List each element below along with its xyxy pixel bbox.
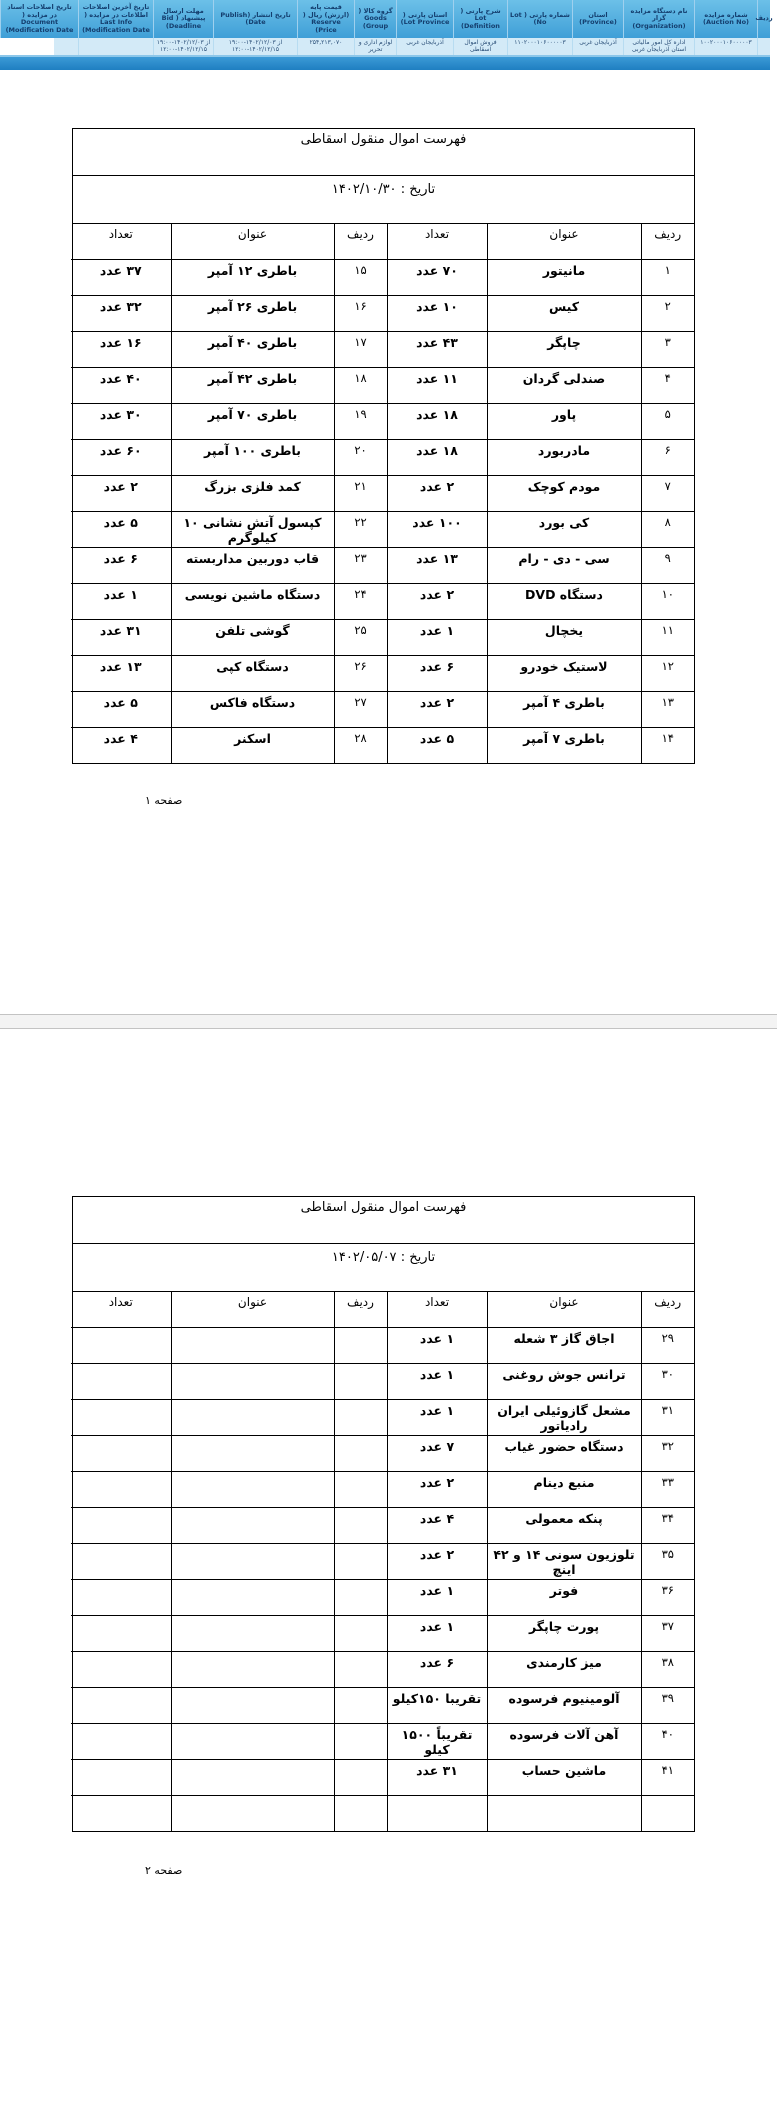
row-number	[334, 1436, 387, 1472]
banner-header-publish-date: تاریخ انتشار (Publish Date)	[213, 0, 297, 38]
item-quantity: ۱ عدد	[71, 584, 171, 620]
item-quantity	[71, 1724, 171, 1760]
item-title: فوتر	[487, 1580, 641, 1616]
item-quantity: ۶ عدد	[387, 1652, 487, 1688]
row-number	[334, 1400, 387, 1436]
item-title: اجاق گاز ۳ شعله	[487, 1328, 641, 1364]
item-title: باطری ۴۲ آمپر	[171, 368, 334, 404]
row-number: ۳	[641, 332, 694, 368]
header-title: عنوان	[487, 224, 641, 260]
item-quantity: ۲ عدد	[387, 584, 487, 620]
item-quantity: تقریباً ۱۵۰۰ کیلو	[387, 1724, 487, 1760]
table-row	[71, 512, 694, 548]
item-title: دستگاه فاکس	[171, 692, 334, 728]
document-page-2	[72, 1196, 695, 1832]
row-number	[334, 1580, 387, 1616]
item-title	[171, 1472, 334, 1508]
row-number	[334, 1364, 387, 1400]
item-quantity: ۴۰ عدد	[71, 368, 171, 404]
item-title: صندلی گردان	[487, 368, 641, 404]
banner-header-organization: نام دستگاه مزایده گزار (Organization)	[623, 0, 694, 38]
item-quantity: ۳۱ عدد	[71, 620, 171, 656]
row-number: ۱۳	[641, 692, 694, 728]
row-number: ۳۹	[641, 1688, 694, 1724]
item-title: اسکنر	[171, 728, 334, 764]
row-number: ۲۴	[334, 584, 387, 620]
row-number: ۱۷	[334, 332, 387, 368]
item-quantity: ۳۱ عدد	[387, 1760, 487, 1796]
item-title: مانیتور	[487, 260, 641, 296]
item-quantity: ۷۰ عدد	[387, 260, 487, 296]
item-quantity: ۵ عدد	[71, 512, 171, 548]
row-number: ۳۵	[641, 1544, 694, 1580]
table-row	[71, 1580, 694, 1616]
date-value: ۱۴۰۲/۱۰/۳۰	[331, 182, 397, 197]
date-label: تاریخ :	[400, 1250, 436, 1265]
table-row	[71, 656, 694, 692]
table-row	[71, 368, 694, 404]
row-number	[334, 1508, 387, 1544]
item-quantity: ۴۳ عدد	[387, 332, 487, 368]
document-page-1	[72, 128, 695, 764]
table-row	[71, 440, 694, 476]
item-quantity	[71, 1652, 171, 1688]
item-quantity: ۶ عدد	[387, 656, 487, 692]
item-quantity: ۳۷ عدد	[71, 260, 171, 296]
banner-header-lot-definition: شرح پارتی ( Lot Definition)	[453, 0, 507, 38]
table-row	[71, 1652, 694, 1688]
row-number: ۳۸	[641, 1652, 694, 1688]
page-number-label: صفحه ۲	[145, 1864, 183, 1877]
banner-blank-cell	[0, 38, 54, 55]
item-quantity: تقریبا ۱۵۰کیلو	[387, 1688, 487, 1724]
auction-info-banner	[0, 0, 773, 70]
banner-data-row[interactable]	[0, 38, 770, 55]
banner-footer-band	[0, 55, 770, 70]
row-number: ۱۲	[641, 656, 694, 692]
banner-cell-publish-date: از ۱۴۰۲/۱۲/۰۳-۱۹:۰۰ ۱۴۰۲/۱۲/۱۵-۱۲:۰۰	[213, 38, 297, 55]
item-title: لاستیک خودرو	[487, 656, 641, 692]
item-title: باطری ۷۰ آمپر	[171, 404, 334, 440]
row-number: ۵	[641, 404, 694, 440]
item-title: چاپگر	[487, 332, 641, 368]
row-number: ۲۲	[334, 512, 387, 548]
item-quantity: ۶ عدد	[71, 548, 171, 584]
document-title: فهرست اموال منقول اسقاطی	[73, 129, 694, 176]
row-number: ۲۶	[334, 656, 387, 692]
item-quantity	[71, 1508, 171, 1544]
item-quantity: ۱۱ عدد	[387, 368, 487, 404]
item-title: باطری ۲۶ آمپر	[171, 296, 334, 332]
item-quantity	[71, 1400, 171, 1436]
item-title	[171, 1544, 334, 1580]
item-title: منبع دینام	[487, 1472, 641, 1508]
item-quantity	[71, 1616, 171, 1652]
item-title	[171, 1724, 334, 1760]
date-value: ۱۴۰۲/۰۵/۰۷	[331, 1250, 397, 1265]
banner-header-reserve-price: قیمت پایه (ارزش) ریال ( Reserve Price)	[297, 0, 354, 38]
header-row-no: ردیف	[334, 224, 387, 260]
table-row	[71, 1688, 694, 1724]
row-number: ۲۳	[334, 548, 387, 584]
items-table	[71, 1292, 694, 1831]
row-number: ۷	[641, 476, 694, 512]
row-number	[334, 1688, 387, 1724]
item-title: تلوزیون سونی ۱۴ و ۴۲ اینچ	[487, 1544, 641, 1580]
row-number	[334, 1652, 387, 1688]
item-title: باطری ۷ آمپر	[487, 728, 641, 764]
item-quantity	[71, 1364, 171, 1400]
item-title	[171, 1364, 334, 1400]
item-quantity: ۲ عدد	[387, 476, 487, 512]
table-row	[71, 620, 694, 656]
banner-cell-lot-definition: فروش اموال اسقاطی	[453, 38, 507, 55]
item-quantity	[71, 1760, 171, 1796]
item-title: کیس	[487, 296, 641, 332]
banner-cell-reserve-price: ۲۵۴,۲۱۳,۰۷۰	[297, 38, 354, 55]
banner-cell-last-info-modification-date	[78, 38, 153, 55]
item-title: باطری ۴ آمپر	[487, 692, 641, 728]
item-quantity	[71, 1580, 171, 1616]
row-number: ۲	[641, 296, 694, 332]
item-title: باطری ۴۰ آمپر	[171, 332, 334, 368]
item-title: دستگاه کپی	[171, 656, 334, 692]
banner-header-last-info-modification-date: تاریخ آخرین اصلاحات اطلاعات در مزایده ( Last Info Modification Date)	[78, 0, 153, 38]
item-title: کپسول آتش نشانی ۱۰ کیلوگرم	[171, 512, 334, 548]
document-date	[73, 176, 694, 224]
item-title: دستگاه DVD	[487, 584, 641, 620]
header-row-no: ردیف	[641, 224, 694, 260]
item-quantity: ۲ عدد	[387, 1544, 487, 1580]
item-quantity: ۲ عدد	[387, 1472, 487, 1508]
item-title	[171, 1796, 334, 1832]
row-number: ۲۰	[334, 440, 387, 476]
item-quantity	[71, 1796, 171, 1832]
header-quantity: تعداد	[71, 224, 171, 260]
table-row	[71, 296, 694, 332]
item-title	[171, 1580, 334, 1616]
item-quantity	[71, 1328, 171, 1364]
item-title	[171, 1760, 334, 1796]
item-quantity: ۱۰۰ عدد	[387, 512, 487, 548]
row-number: ۱۴	[641, 728, 694, 764]
table-row	[71, 728, 694, 764]
item-title	[171, 1688, 334, 1724]
row-number: ۲۷	[334, 692, 387, 728]
row-number: ۳۱	[641, 1400, 694, 1436]
item-title: سی - دی - رام	[487, 548, 641, 584]
banner-header-bid-deadline: مهلت ارسال پیشنهاد ( Bid Deadline)	[153, 0, 213, 38]
table-row	[71, 1472, 694, 1508]
item-title: باطری ۱۰۰ آمپر	[171, 440, 334, 476]
table-row	[71, 692, 694, 728]
row-number: ۱۶	[334, 296, 387, 332]
item-title	[171, 1328, 334, 1364]
item-title: باطری ۱۲ آمپر	[171, 260, 334, 296]
item-quantity: ۱ عدد	[387, 1580, 487, 1616]
item-title: ماشین حساب	[487, 1760, 641, 1796]
row-number: ۱۵	[334, 260, 387, 296]
row-number: ۳۷	[641, 1616, 694, 1652]
row-number: ۱۰	[641, 584, 694, 620]
row-number: ۲۱	[334, 476, 387, 512]
banner-header-goods-group: گروه کالا ( Goods Group)	[354, 0, 396, 38]
item-title: گوشی تلفن	[171, 620, 334, 656]
item-title: قاب دوربین مداربسته	[171, 548, 334, 584]
item-title: مشعل گازوئیلی ایران رادیاتور	[487, 1400, 641, 1436]
table-row	[71, 1796, 694, 1832]
item-quantity: ۱۸ عدد	[387, 404, 487, 440]
row-number	[334, 1760, 387, 1796]
banner-header-lot-no: شماره پارتی ( Lot No)	[507, 0, 572, 38]
row-number: ۲۵	[334, 620, 387, 656]
banner-cell-province: آذربایجان غربی	[572, 38, 623, 55]
item-quantity	[71, 1472, 171, 1508]
row-number: ۳۶	[641, 1580, 694, 1616]
row-number: ۹	[641, 548, 694, 584]
item-quantity: ۱ عدد	[387, 1616, 487, 1652]
item-quantity: ۱۳ عدد	[71, 656, 171, 692]
item-title: مودم کوچک	[487, 476, 641, 512]
item-quantity: ۳۰ عدد	[71, 404, 171, 440]
banner-cell-organization: اداره کل امور مالیاتی استان آذربایجان غربی	[623, 38, 694, 55]
banner-cell-lot-province: آذربایجان غربی	[396, 38, 453, 55]
table-row	[71, 584, 694, 620]
table-header-row	[71, 224, 694, 260]
header-quantity: تعداد	[71, 1292, 171, 1328]
item-quantity: ۱ عدد	[387, 1400, 487, 1436]
row-number: ۲۸	[334, 728, 387, 764]
row-number: ۱۱	[641, 620, 694, 656]
item-quantity: ۶۰ عدد	[71, 440, 171, 476]
banner-cell-bid-deadline: از ۱۴۰۲/۱۲/۰۳-۱۹:۰۰ ۱۴۰۲/۱۲/۱۵-۱۲:۰۰	[153, 38, 213, 55]
item-title	[171, 1436, 334, 1472]
date-label: تاریخ :	[400, 182, 436, 197]
item-quantity	[71, 1544, 171, 1580]
header-row-no: ردیف	[641, 1292, 694, 1328]
item-title: پنکه معمولی	[487, 1508, 641, 1544]
banner-header-row	[0, 0, 773, 38]
row-number	[334, 1796, 387, 1832]
item-title: آلومینیوم فرسوده	[487, 1688, 641, 1724]
banner-header-auction-no: شماره مزایده (Auction No)	[694, 0, 757, 38]
row-number: ۸	[641, 512, 694, 548]
row-number	[334, 1616, 387, 1652]
item-title	[171, 1508, 334, 1544]
table-row	[71, 1436, 694, 1472]
item-quantity: ۱ عدد	[387, 1328, 487, 1364]
row-number: ۴۰	[641, 1724, 694, 1760]
row-number: ۲۹	[641, 1328, 694, 1364]
row-number: ۱۹	[334, 404, 387, 440]
item-title: میز کارمندی	[487, 1652, 641, 1688]
header-title: عنوان	[487, 1292, 641, 1328]
banner-cell-row-no	[757, 38, 770, 55]
item-title: دستگاه حضور غیاب	[487, 1436, 641, 1472]
table-row	[71, 548, 694, 584]
row-number	[334, 1724, 387, 1760]
banner-cell-auction-no: ۱۰۰۲۰۰۰۱۰۶۰۰۰۰۰۳	[694, 38, 757, 55]
document-title: فهرست اموال منقول اسقاطی	[73, 1197, 694, 1244]
item-quantity: ۱۸ عدد	[387, 440, 487, 476]
item-quantity: ۴ عدد	[71, 728, 171, 764]
item-title: کمد فلزی بزرگ	[171, 476, 334, 512]
table-row	[71, 1544, 694, 1580]
row-number	[641, 1796, 694, 1832]
item-quantity: ۲ عدد	[387, 692, 487, 728]
row-number: ۳۲	[641, 1436, 694, 1472]
banner-header-lot-province: استان پارتی ( Lot Province)	[396, 0, 453, 38]
item-quantity: ۱۳ عدد	[387, 548, 487, 584]
banner-header-row-no: ردیف	[757, 0, 770, 38]
item-quantity: ۵ عدد	[71, 692, 171, 728]
header-title: عنوان	[171, 1292, 334, 1328]
banner-header-province: استان (Province)	[572, 0, 623, 38]
item-quantity: ۲ عدد	[71, 476, 171, 512]
item-title	[171, 1400, 334, 1436]
table-row	[71, 1328, 694, 1364]
table-row	[71, 1508, 694, 1544]
item-quantity	[71, 1688, 171, 1724]
item-quantity: ۱۰ عدد	[387, 296, 487, 332]
item-quantity: ۷ عدد	[387, 1436, 487, 1472]
table-row	[71, 1616, 694, 1652]
header-quantity: تعداد	[387, 224, 487, 260]
table-header-row	[71, 1292, 694, 1328]
row-number: ۳۴	[641, 1508, 694, 1544]
row-number: ۴	[641, 368, 694, 404]
row-number	[334, 1328, 387, 1364]
table-row	[71, 260, 694, 296]
table-row	[71, 332, 694, 368]
banner-header-document-modification-date: تاریخ اصلاحات اسناد در مزایده ( Document Modification Date)	[0, 0, 78, 38]
item-quantity: ۱۶ عدد	[71, 332, 171, 368]
item-title: ترانس جوش روغنی	[487, 1364, 641, 1400]
item-title: پاور	[487, 404, 641, 440]
item-quantity	[387, 1796, 487, 1832]
item-title	[171, 1616, 334, 1652]
item-quantity: ۵ عدد	[387, 728, 487, 764]
item-title: یخچال	[487, 620, 641, 656]
row-number	[334, 1472, 387, 1508]
table-row	[71, 1724, 694, 1760]
item-quantity: ۱ عدد	[387, 1364, 487, 1400]
item-title	[487, 1796, 641, 1832]
item-quantity: ۳۲ عدد	[71, 296, 171, 332]
item-title: پورت چاپگر	[487, 1616, 641, 1652]
table-row	[71, 1364, 694, 1400]
item-title: کی بورد	[487, 512, 641, 548]
page-number-label: صفحه ۱	[145, 794, 183, 807]
item-title: آهن آلات فرسوده	[487, 1724, 641, 1760]
row-number: ۶	[641, 440, 694, 476]
table-row	[71, 1400, 694, 1436]
item-title: دستگاه ماشین نویسی	[171, 584, 334, 620]
row-number: ۳۳	[641, 1472, 694, 1508]
banner-cell-goods-group: لوازم اداری و تحریر	[354, 38, 396, 55]
item-title: مادربورد	[487, 440, 641, 476]
banner-cell-lot-no: ۱۱۰۲۰۰۰۱۰۶۰۰۰۰۰۳	[507, 38, 572, 55]
table-row	[71, 404, 694, 440]
table-row	[71, 476, 694, 512]
header-title: عنوان	[171, 224, 334, 260]
header-quantity: تعداد	[387, 1292, 487, 1328]
row-number: ۴۱	[641, 1760, 694, 1796]
items-table	[71, 224, 694, 763]
table-row	[71, 1760, 694, 1796]
document-date	[73, 1244, 694, 1292]
item-quantity: ۱ عدد	[387, 620, 487, 656]
row-number: ۱	[641, 260, 694, 296]
row-number	[334, 1544, 387, 1580]
page-separator	[0, 1014, 777, 1029]
item-quantity	[71, 1436, 171, 1472]
row-number: ۱۸	[334, 368, 387, 404]
item-title	[171, 1652, 334, 1688]
header-row-no: ردیف	[334, 1292, 387, 1328]
item-quantity: ۴ عدد	[387, 1508, 487, 1544]
row-number: ۳۰	[641, 1364, 694, 1400]
